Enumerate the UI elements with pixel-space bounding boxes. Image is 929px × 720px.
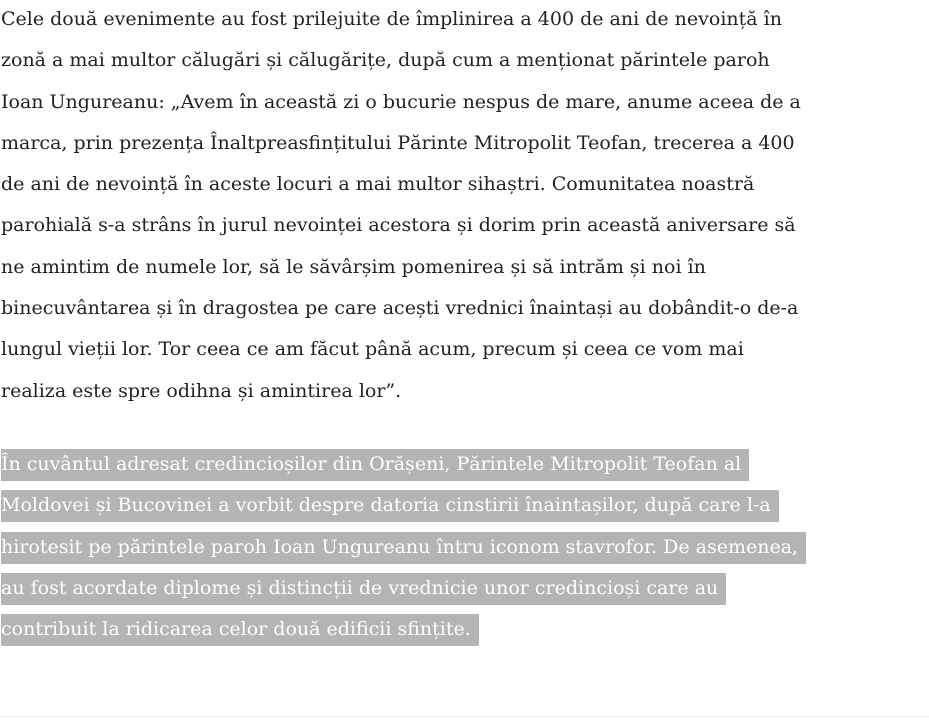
text-line[interactable]: Cele două evenimente au fost prilejuite de împlinirea a 400 de ani de nevoință în <box>1 8 782 30</box>
selected-text-line[interactable] <box>1 527 806 568</box>
text-line[interactable]: lungul vieții lor. Tor ceea ce am făcut până acum, precum și ceea ce vom mai <box>1 338 744 361</box>
selected-text-line[interactable] <box>1 444 806 485</box>
paragraph-selected-text[interactable] <box>1 444 806 650</box>
text-selection[interactable]: Moldovei și Bucovinei a vorbit despre datoria cinstirii înaintașilor, după care l-a <box>1 490 779 522</box>
text-line[interactable]: parohială s-a strâns în jurul nevoinței acestora și dorim prin această aniversare să <box>1 214 796 237</box>
text-line[interactable]: Ioan Ungureanu: „Avem în această zi o bucurie nespus de mare, anume aceea de a <box>1 90 801 113</box>
bottom-divider <box>0 716 929 717</box>
text-line[interactable]: binecuvântarea și în dragostea pe care acești vrednici înaintași au dobândit-o de-a <box>1 297 799 320</box>
selected-text-line[interactable] <box>1 485 806 526</box>
paragraph-anniversary[interactable] <box>1 0 801 412</box>
text-line[interactable]: realiza este spre odihna și amintirea lor”. <box>1 379 402 402</box>
selected-text-line[interactable] <box>1 568 806 609</box>
text-selection[interactable]: În cuvântul adresat credincioșilor din Orășeni, Părintele Mitropolit Teofan al <box>1 449 749 481</box>
selected-text-line[interactable] <box>1 609 806 650</box>
text-selection[interactable]: contribuit la ridicarea celor două edificii sfințite. <box>1 614 479 646</box>
text-selection[interactable]: au fost acordate diplome și distincții de vrednicie unor credincioși care au <box>1 573 726 605</box>
text-line[interactable]: marca, prin prezența Înaltpreasfințitului Părinte Mitropolit Teofan, trecerea a 400 <box>1 131 795 154</box>
text-line[interactable]: zonă a mai multor călugări și călugărițe, după cum a menționat părintele paroh <box>1 49 770 72</box>
text-line[interactable]: ne amintim de numele lor, să le săvârșim pomenirea și să intrăm și noi în <box>1 255 706 278</box>
text-selection[interactable]: hirotesit pe părintele paroh Ioan Ungureanu întru iconom stavrofor. De asemenea, <box>1 532 806 564</box>
text-line[interactable]: de ani de nevoință în aceste locuri a mai multor sihaștri. Comunitatea noastră <box>1 173 755 196</box>
